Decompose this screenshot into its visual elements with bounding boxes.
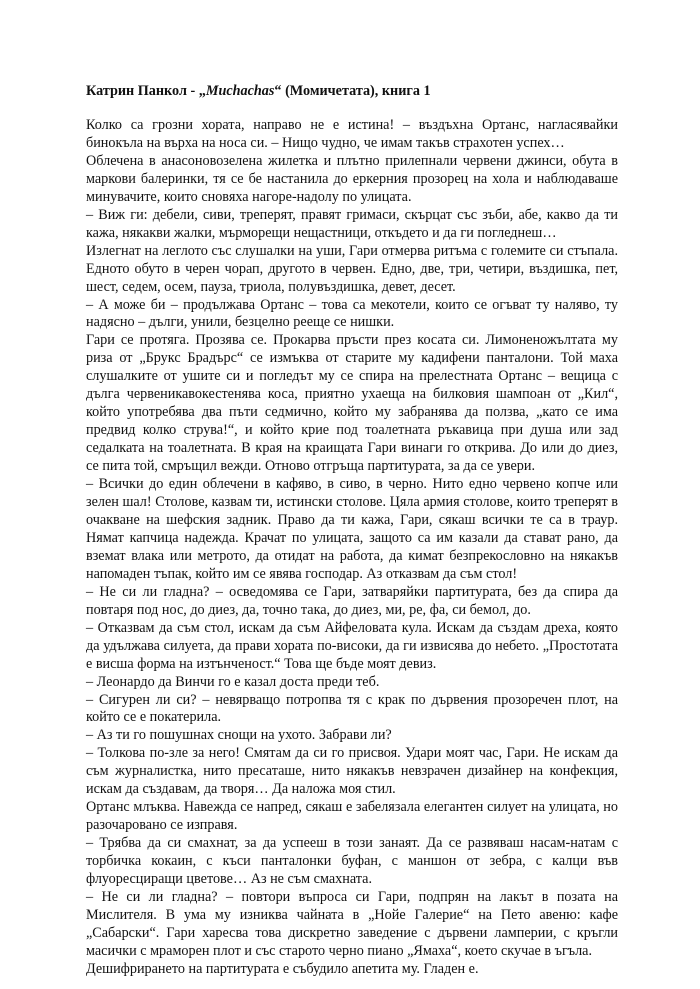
title-book-name: Muchachas [205,83,275,99]
paragraph: – Трябва да си смахнат, за да успееш в този занаят. Да се развяваш насам-натам с торбичка кокаин, с къси панталонки буфан, с маншон от зебра, с калци във флуоресциращи цветове… Аз не съм смахната. [86,835,618,888]
paragraph: – Аз ти го пошушнах снощи на ухото. Забрави ли? [86,727,392,744]
paragraph: – Толкова по-зле за него! Смятам да си го присвоя. Удари моят час, Гари. Не искам да съм журналистка, нито пресаташе, нито някакъв невзрачен дизайнер на конфекция, искам да създавам, да творя… Да наложа моя стил. [86,745,618,798]
paragraph: – Сигурен ли си? – невярващо потропва тя с крак по дървения прозоречен плот, на който се е покатерила. [86,691,618,726]
title-suffix: “ (Момичетата), книга 1 [274,83,431,99]
title-author: Катрин Панкол - „ [86,83,206,99]
document-body [86,117,618,979]
paragraph: Излегнат на леглото със слушалки на уши, Гари отмерва ритъма с големите си стъпала. Едното обуто в черен чорап, другото в червен. Едно, две, три, четири, въздишка, пет, шест, седем, осем, пауза, триола, полувъздишка, девет, десет. [86,242,618,295]
paragraph: Колко са грозни хората, направо не е истина! – въздъхна Ортанс, нагласявайки бинокъла на върха на носа си. – Нищо чудно, че имам такъв страхотен успех… [86,117,618,151]
paragraph: Гари се протяга. Прозява се. Прокарва пръсти през косата си. Лимоненожълтата му риза от „Брукс Брадърс“ се измъква от старите му кадифени панталони. Той маха слушалките от ушите си и погледът му се спира на прелестната Ортанс – вещица с дълга червеникавокестенява коса, приятно ухаеща на билковия шампоан от „Кил“, който употребява два пъти седмично, който му забранява да ползва, „като се има предвид колко струва!“, и който крие под тоалетната ръкавица при душа или зад седалката на тоалетната. В края на краищата Гари винаги го открива. До или до диез, се пита той, смръщил вежди. Отново отгръща партитурата, за да се увери. [86,332,618,475]
paragraph: – Виж ги: дебели, сиви, треперят, правят гримаси, скърцат със зъби, абе, какво да ти кажа, някакви жалки, мърморещи нещастници, откъдето и да ги погледнеш… [86,206,618,241]
paragraph: – Не си ли гладна? – осведомява се Гари, затваряйки партитурата, без да спира да повтаря под нос, до диез, да, точно така, до диез, ми, ре, фа, си бемол, до. [86,583,618,618]
paragraph: – А може би – продължава Ортанс – това са мекотели, които се огъват ту наляво, ту надясно – дълги, унили, безцелно рееще се нишки. [86,296,618,331]
paragraph: – Не си ли гладна? – повтори въпроса си Гари, подпрян на лакът в позата на Мислителя. В ума му изниква чайната в „Нойе Галерие“ на Пето авеню: кафе „Сабарски“. Гари харесва това дискретно заведение с дървени ламперии, с кръгли масички с мраморен плот и със старото черно пиано „Ямаха“, което скучае в ъгъла. [86,888,618,959]
paragraph: – Всички до един облечени в кафяво, в сиво, в черно. Нито едно червено копче или зелен шал! Столове, казвам ти, истински столове. Цяла армия столове, които треперят в очакване на шефския задник. Право да ти кажа, Гари, сякаш всички те са в траур. Нямат капчица надежда. Крачат по улицата, защото са им казали да стават рано, да вземат влака или метрото, да отидат на работа, да кимат безпрекословно на някакъв напомаден тъпак, който им се явява господар. Аз отказвам да съм стол! [86,476,618,582]
paragraph: – Отказвам да съм стол, искам да съм Айфеловата кула. Искам да създам дреха, която да удължава силуета, да прави хората по-високи, да ги извисява до небето. „Простотата е висша форма на изтънченост.“ Това ще бъде моят девиз. [86,619,618,672]
paragraph: Ортанс млъква. Навежда се напред, сякаш е забелязала елегантен силует на улицата, но разочаровано се изправя. [86,799,618,834]
page-title [86,82,431,100]
paragraph: Облечена в анасоновозелена жилетка и плътно прилепнали червени джинси, обута в маркови балеринки, тя се бе настанила до еркерния прозорец на хола и наблюдаваше минувачите, които сновяха нагоре-надолу по улицата. [86,152,618,205]
paragraph: Дешифрирането на партитурата е събудило апетита му. Гладен е. [86,960,479,977]
paragraph: – Леонардо да Винчи го е казал доста преди теб. [86,673,380,690]
